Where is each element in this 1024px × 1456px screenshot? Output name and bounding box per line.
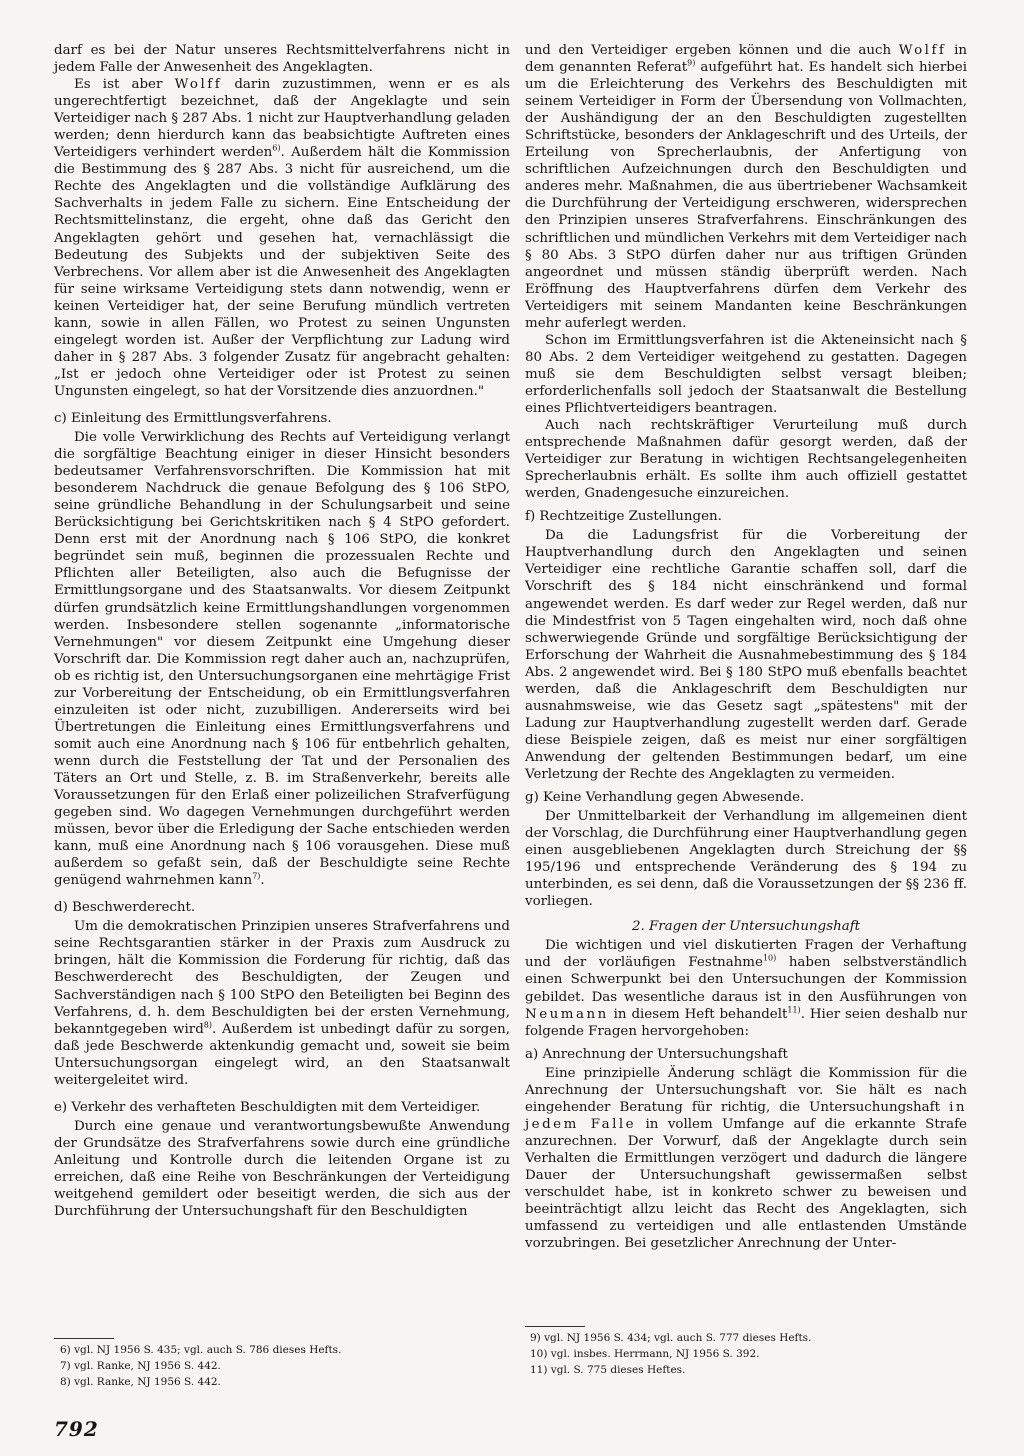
paragraph: Eine prinzipielle Änderung schlägt die Kommission für die Anrechnung der Untersuchungshaft vor. Sie hält es nach eingehender Beratung für richtig, die Untersuchungshaft in jedem Falle in vollem Umfange auf die erkannte Strafe anzurechnen. Der Vorwurf, daß der Angeklagte durch sein Verhalten die Ermittlungen verzögert und dadurch die längere Dauer der Untersuchungshaft gewissermaßen selbst verschuldet habe, ist in konkreto schwer zu beweisen und beeinträchtigt allzu leicht das Recht des Angeklagten, sich umfassend zu verteidigen und alle entlastenden Umstände vorzubringen. Bei gesetzlicher Anrechnung der Unter-: [525, 1065, 967, 1252]
author-name: Wolff: [898, 43, 947, 58]
footnote: 6) vgl. NJ 1956 S. 435; vgl. auch S. 786 dieses Hefts.: [60, 1344, 342, 1356]
paragraph: Auch nach rechtskräftiger Verurteilung muß durch entsprechende Maßnahmen dafür gesorgt werden, daß der Verteidiger zur Beratung in wichtigen Rechtsangelegenheiten Sprecherlaubnis erhält. Es sollte ihm auch offiziell gestattet werden, Gnadengesuche einzureichen.: [525, 418, 967, 502]
page-number: 792: [54, 1417, 99, 1441]
footnote-ref: 6): [272, 143, 281, 153]
section-heading: a) Anrechnung der Untersuchungshaft: [525, 1046, 788, 1062]
footnote: 7) vgl. Ranke, NJ 1956 S. 442.: [60, 1360, 221, 1372]
author-name: Neumann: [525, 1006, 609, 1022]
footnote-ref: 10): [762, 953, 777, 963]
footnote: 10) vgl. insbes. Herrmann, NJ 1956 S. 392.: [530, 1348, 760, 1360]
footnote: 9) vgl. NJ 1956 S. 434; vgl. auch S. 777 dieses Hefts.: [530, 1332, 812, 1344]
footnote-rule: [525, 1326, 585, 1327]
section-heading: d) Beschwerderecht.: [54, 900, 196, 916]
paragraph: Der Unmittelbarkeit der Verhandlung im allgemeinen dient der Vorschlag, die Durchführung einer Hauptverhandlung gegen einen ausgebliebenen Angeklagten durch Streichung der §§ 195/196 und entsprechende Veränderung des § 194 zu unterbinden, es sei denn, daß die Voraussetzungen der §§ 236 ff. vorliegen.: [525, 809, 967, 910]
paragraph: und den Verteidiger ergeben können und die auch Wolff in dem genannten Referat$^{9)}$ aufgeführt hat. Es handelt sich hierbei um die Erleichterung des Verkehrs des Beschuldigten mit seinem Verteidiger in Form der Übersendung von Vollmachten, der Aushändigung der an den Beschuldigten zugestellten Schriftstücke, besonders der Anklageschrift und des Urteils, der Erteilung von Sprecherlaubnis, der Anfertigung von schriftlichen Aufzeichnungen durch den Beschuldigten und anderes mehr. Maßnahmen, die aus übertriebener Wachsamkeit die Durchführung der Verteidigung erschweren, widersprechen den Prinzipien unseres Strafverfahrens. Einschränkungen des schriftlichen und mündlichen Verkehrs mit dem Verteidiger nach § 80 Abs. 3 StPO dürfen daher nur aus triftigen Gründen angeordnet und müssen ständig überprüft werden. Nach Eröffnung des Hauptverfahrens dürfen dem Verkehr des Verteidigers mit seinem Mandanten keine Beschränkungen mehr auferlegt werden.: [525, 43, 967, 331]
paragraph: Es ist aber Wolff darin zuzustimmen, wenn er es als ungerechtfertigt bezeichnet, daß der Angeklagte und sein Verteidiger nach § 287 Abs. 1 nicht zur Hauptverhandlung geladen werden; denn hierdurch kann das beabsichtigte Auftreten eines Verteidigers verhindert werden$^{6)}$. Außerdem hält die Kommission die Bestimmung des § 287 Abs. 3 nicht für ausreichend, um die Rechte des Angeklagten und die vollständige Aufklärung des Sachverhalts in jedem Falle zu sichern. Eine Entscheidung der Rechtsmittelinstanz, die ergeht, ohne daß das Gericht den Angeklagten gehört und gesehen hat, vernachlässigt die Bedeutung des Subjekts und der subjektiven Seite des Verbrechens. Vor allem aber ist die Anwesenheit des Angeklagten für seine wirksame Verteidigung stets dann notwendig, wenn er keinen Verteidiger hat, der seine Berufung mündlich vertreten kann, sowie in allen Fällen, wo Protest zu seinen Ungunsten eingelegt worden ist. Außer der Verpflichtung zur Ladung wird daher in § 287 Abs. 3 folgender Zusatz für angebracht gehalten: „Ist er jedoch ohne Verteidiger oder ist Protest zu seinen Ungunsten eingelegt, so hat der Vorsitzende dies anzuordnen.": [54, 77, 511, 399]
section-heading: c) Einleitung des Ermittlungsverfahrens.: [54, 410, 332, 426]
right-column: [525, 42, 967, 1252]
footnote-rule: [54, 1338, 114, 1339]
footnote: 11) vgl. S. 775 dieses Heftes.: [530, 1364, 686, 1376]
footnotes-left: [60, 1342, 500, 1390]
paragraph: Schon im Ermittlungsverfahren ist die Akteneinsicht nach § 80 Abs. 2 dem Verteidiger weitgehend zu gestatten. Dagegen muß sie dem Beschuldigten selbst versagt bleiben; erforderlichenfalls soll jedoch der Staatsanwalt die Bestellung eines Pflichtverteidigers beantragen.: [525, 332, 967, 416]
footnote: 8) vgl. Ranke, NJ 1956 S. 442.: [60, 1376, 221, 1388]
author-name: Wolff: [174, 77, 223, 93]
paragraph: Da die Ladungsfrist für die Vorbereitung der Hauptverhandlung durch den Angeklagten und seinen Verteidiger eine rechtliche Garantie schaffen soll, darf die Vorschrift des § 184 nicht einschränkend und formal angewendet werden. Es darf weder zur Regel werden, daß nur die Mindestfrist von 5 Tagen eingehalten wird, noch daß ohne schwerwiegende Gründe und sorgfältige Berücksichtigung der Erforschung der Wahrheit die Ausnahmebestimmung des § 184 Abs. 2 angewendet wird. Bei § 180 StPO muß ebenfalls beachtet werden, daß die Anklageschrift dem Beschuldigten nur ausnahmsweise, wie das Gesetz sagt „spätestens" mit der Ladung zur Hauptverhandlung zugestellt werden darf. Gerade diese Beispiele zeigen, daß es meist nur einer sorgfältigen Anwendung der geltenden Bestimmungen bedarf, um eine Verletzung der Rechte des Angeklagten zu vermeiden.: [525, 528, 967, 782]
footnote-ref: 11): [787, 1005, 801, 1015]
paragraph: Die volle Verwirklichung des Rechts auf Verteidigung verlangt die sorgfältige Beachtung einiger in dieser Hinsicht besonders bedeutsamer Verfahrensvorschriften. Die Kommission hat mit besonderem Nachdruck die genaue Befolgung des § 106 StPO, seine gründliche Behandlung in der Schulungsarbeit und seine Berücksichtigung bei Gerichtskritiken nach § 4 StPO gefordert. Denn erst mit der Anordnung nach § 106 StPO, die konkret begründet sein muß, beginnen die prozessualen Rechte und Pflichten aller Beteiligten, also auch die Befugnisse der Ermittlungsorgane und des Staatsanwalts. Vor diesem Zeitpunkt dürfen grundsätzlich keine Ermittlungshandlungen vorgenommen werden. Insbesondere stellen sogenannte „informatorische Vernehmungen" vor diesem Zeitpunkt eine Umgehung dieser Vorschrift dar. Die Kommission regt daher auch an, nachzuprüfen, ob es richtig ist, den Untersuchungsorganen eine mehrtägige Frist zur Vorbereitung der Entscheidung, ob ein Ermittlungsverfahren einzuleiten ist oder nicht, zuzubilligen. Andererseits wird bei Übertretungen die Einleitung eines Ermittlungsverfahrens und somit auch eine Anordnung nach § 106 für entbehrlich gehalten, wenn durch die Feststellung der Tat und der Personalien des Täters an Ort und Stelle, z. B. im Straßenverkehr, bereits alle Voraussetzungen für den Erlaß einer polizeilichen Strafverfügung gegeben sind. Wo dagegen Vernehmungen durchgeführt werden müssen, bevor über die Erledigung der Sache entschieden werden kann, muß eine Anordnung nach § 106 vorausgehen. Diese muß außerdem so gefaßt sein, daß der Beschuldigte seine Rechte genügend wahrnehmen kann$^{7)}$.: [54, 430, 510, 889]
footnotes-right: [530, 1330, 960, 1378]
paragraph: Durch eine genaue und verantwortungsbewußte Anwendung der Grundsätze des Strafverfahrens sowie durch eine gründliche Anleitung und Kontrolle durch die leitenden Organe ist zu erreichen, daß eine Reihe von Beschränkungen der Verteidigung weitgehend gemildert oder beseitigt werden, die sich aus der Durchführung der Untersuchungshaft für den Beschuldigten: [54, 1118, 510, 1220]
section-heading: f) Rechtzeitige Zustellungen.: [525, 509, 722, 525]
paragraph: Die wichtigen und viel diskutierten Fragen der Verhaftung und der vorläufigen Festnahme$^{10)}$ haben selbstverständlich einen Schwerpunkt bei den Untersuchungen der Kommission gebildet. Das wesentliche daraus ist in den Ausführungen von Neumann in diesem Heft behandelt$^{11)}$. Hier seien deshalb nur folgende Fragen hervorgehoben:: [525, 938, 968, 1039]
section-heading: g) Keine Verhandlung gegen Abwesende.: [525, 790, 805, 806]
footnote-ref: 8): [203, 1020, 212, 1030]
chapter-heading: 2. Fragen der Untersuchungshaft: [631, 919, 861, 935]
footnote-ref: 7): [252, 871, 261, 881]
footnote-ref: 9): [687, 58, 696, 68]
left-column: [54, 42, 510, 1220]
paragraph: darf es bei der Natur unseres Rechtsmittelverfahrens nicht in jedem Falle der Anwesenheit des Angeklagten.: [54, 43, 510, 76]
section-heading: e) Verkehr des verhafteten Beschuldigten mit dem Verteidiger.: [54, 1099, 481, 1115]
paragraph: Um die demokratischen Prinzipien unseres Strafverfahrens und seine Rechtsgarantien stärker in der Praxis zum Ausdruck zu bringen, hält die Kommission die Forderung für richtig, daß das Beschwerderecht des Beschuldigten, der Zeugen und Sachverständigen nach § 100 StPO den Beteiligten bei Beginn des Verfahrens, d. h. dem Beschuldigten bei der ersten Vernehmung, bekanntgegeben wird$^{8)}$. Außerdem ist unbedingt dafür zu sorgen, daß jede Beschwerde aktenkundig gemacht und, soweit sie beim Untersuchungsorgan eingelegt wird, an den Staatsanwalt weitergeleitet wird.: [54, 919, 510, 1088]
emphasis-text: in jedem Falle: [525, 1099, 967, 1132]
